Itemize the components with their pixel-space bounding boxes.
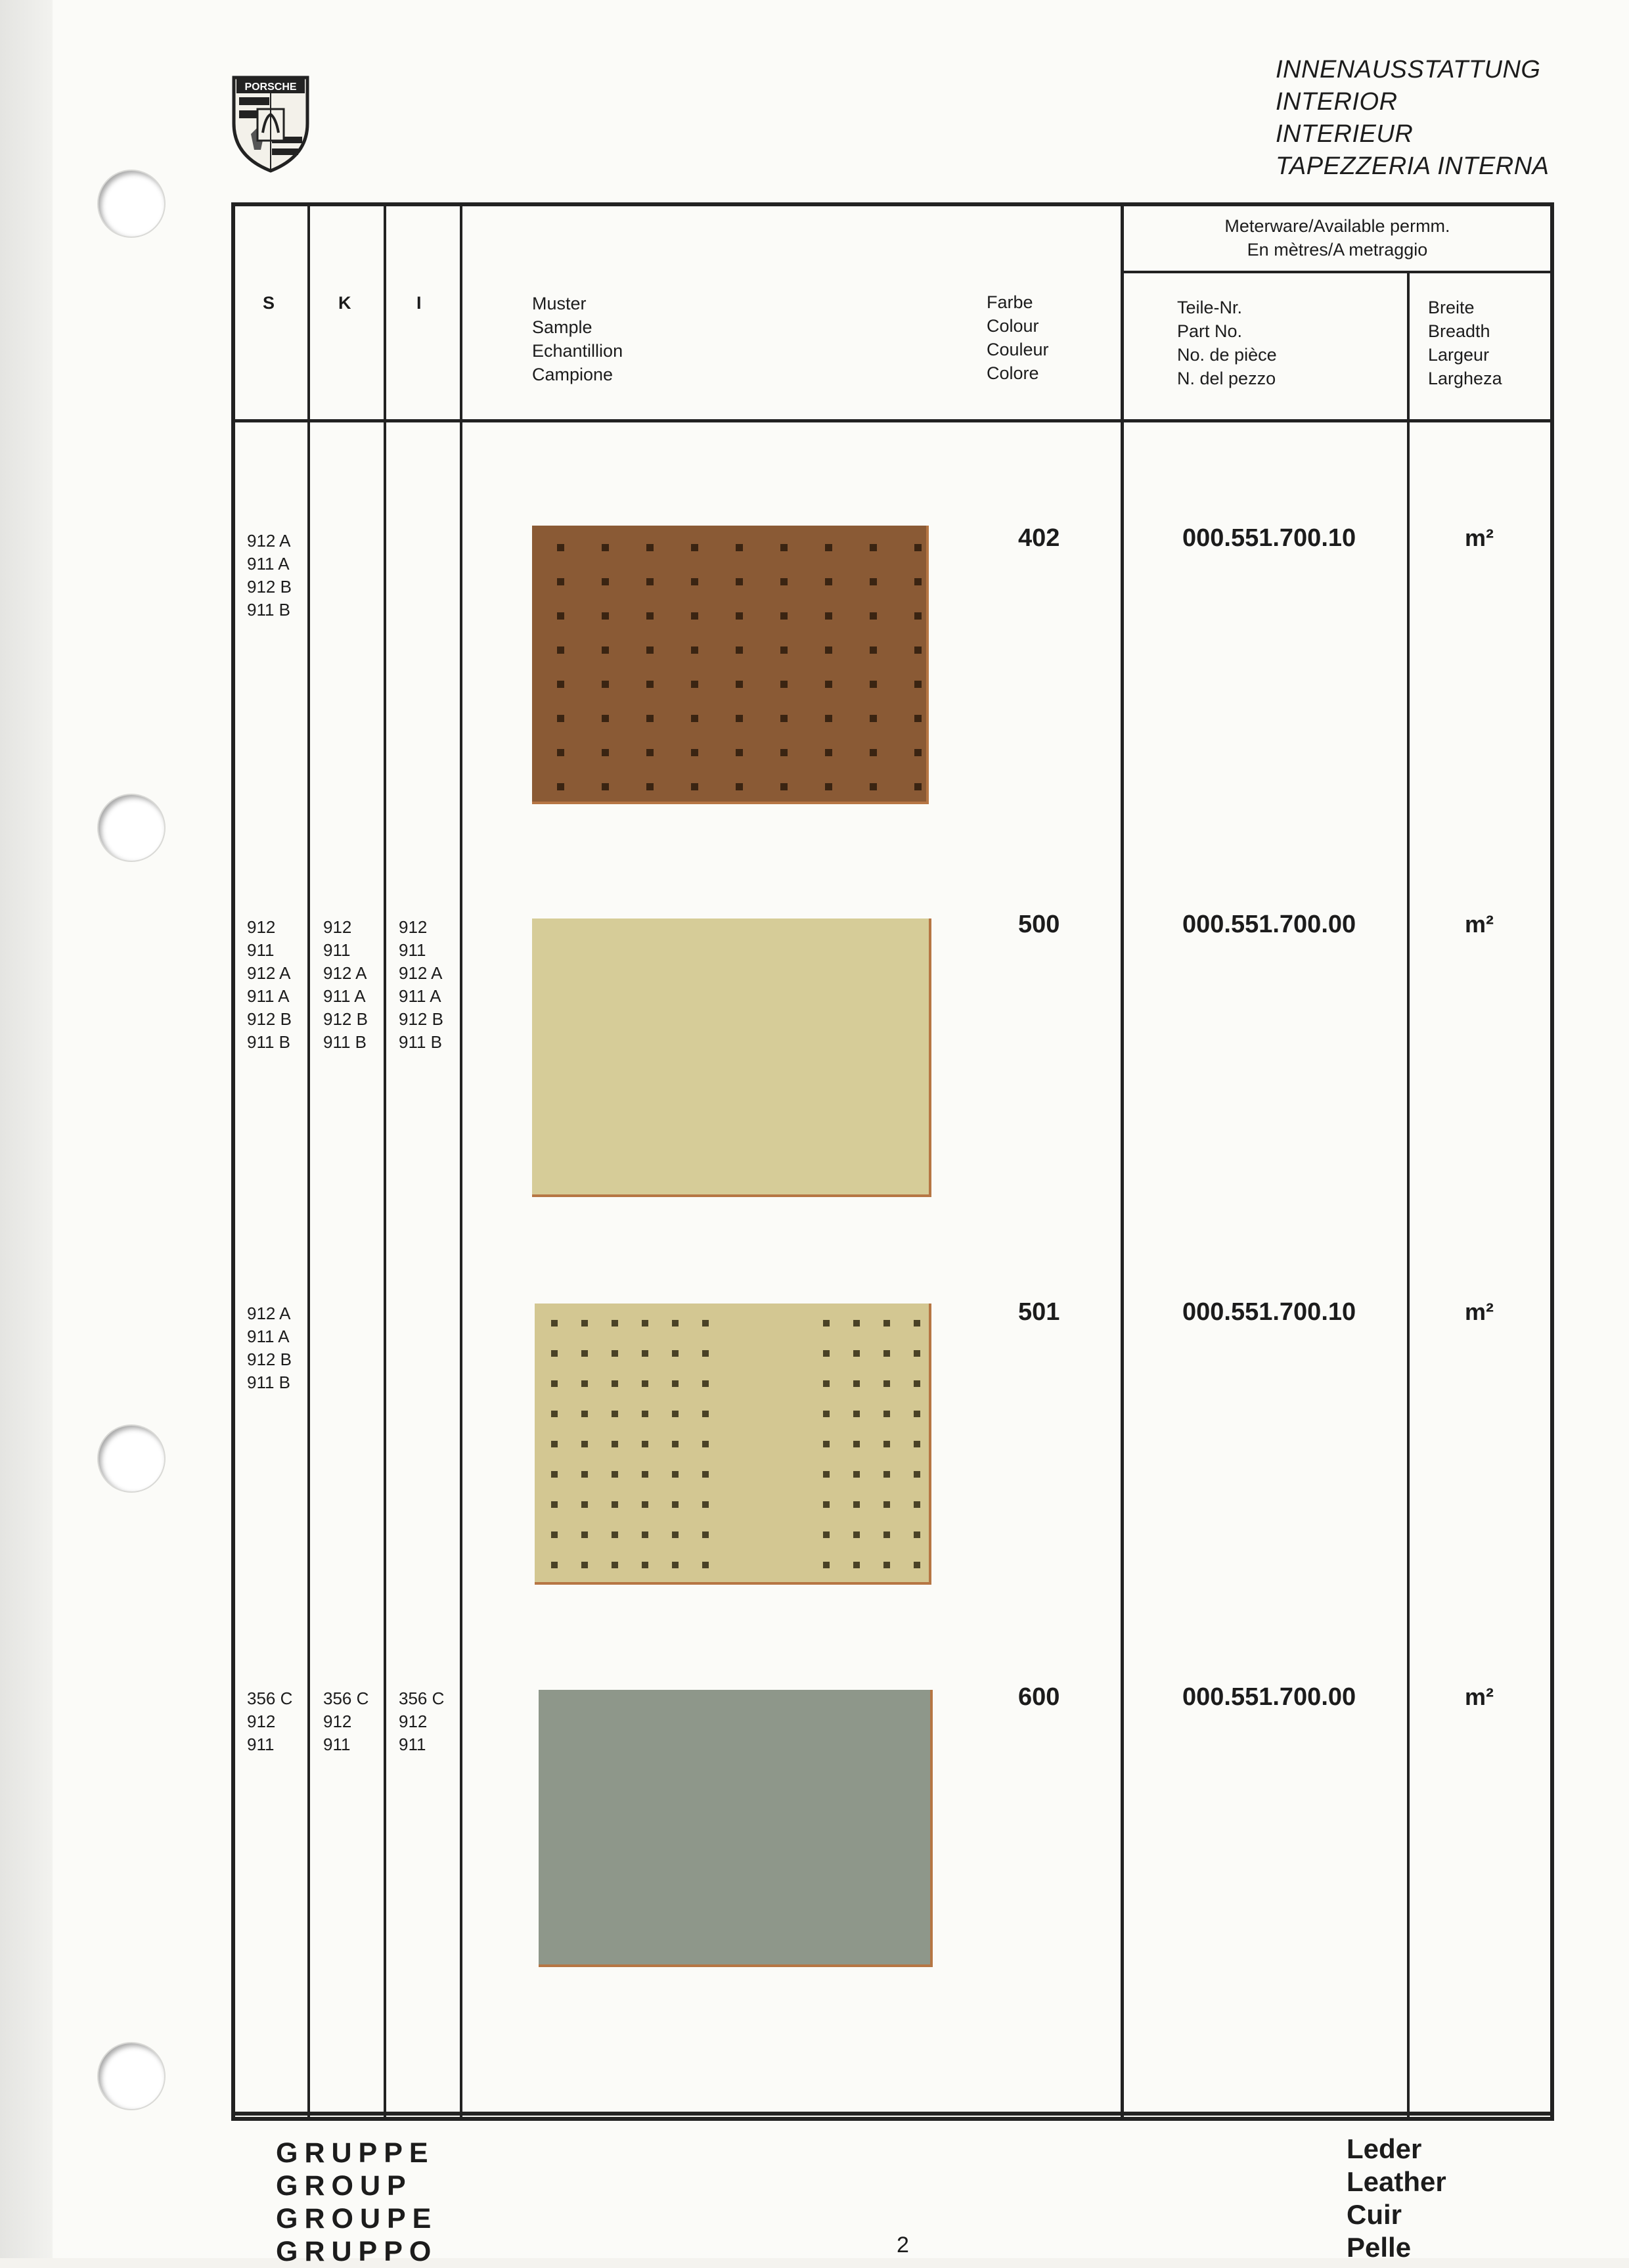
punch-hole — [99, 795, 164, 861]
row3-s-models — [247, 1302, 292, 1394]
model-code: 912 — [399, 917, 428, 937]
row4-colour-code: 600 — [1018, 1683, 1060, 1711]
model-code: 911 — [247, 940, 275, 960]
row2-unit: m² — [1465, 911, 1494, 938]
model-code: 912 B — [247, 1349, 292, 1369]
header-divider — [233, 419, 1553, 422]
model-code: 912 A — [247, 1304, 291, 1323]
header-subdivider — [1122, 271, 1553, 273]
column-divider — [460, 205, 462, 2118]
model-code: 911 B — [247, 1032, 291, 1052]
logo-text: PORSCHE — [244, 81, 297, 93]
model-code: 912 — [323, 917, 352, 937]
column-divider — [307, 205, 310, 2118]
model-code: 911 B — [247, 600, 291, 620]
row2-s-models — [247, 916, 292, 1054]
model-code: 912 — [247, 917, 276, 937]
model-code: 356 C — [323, 1689, 369, 1708]
part-no-header: Teile-Nr. Part No. No. de pièce N. del pezzo — [1177, 298, 1277, 388]
col-s-header: S — [263, 293, 275, 313]
model-code: 911 A — [323, 986, 366, 1006]
table-bottom-rule — [233, 2112, 1554, 2116]
model-code: 356 C — [399, 1689, 445, 1708]
model-code: 912 A — [247, 963, 291, 983]
model-code: 912 B — [323, 1009, 368, 1029]
row4-leather-swatch — [539, 1690, 933, 1967]
row3-leather-swatch — [535, 1304, 931, 1585]
row3-unit: m² — [1465, 1298, 1494, 1325]
row4-s-models — [247, 1687, 292, 1756]
meterware-header: Meterware/Available permm. En mètres/A metraggio — [1224, 216, 1450, 260]
model-code: 911 B — [323, 1032, 367, 1052]
model-code: 912 — [247, 1712, 276, 1731]
row2-i-models — [399, 916, 443, 1054]
section-titles — [1276, 54, 1549, 183]
group-labels: GRUPPE GROUP GROUPE GRUPPO — [276, 2137, 438, 2267]
binder-edge — [0, 0, 53, 2258]
col-i-header: I — [416, 293, 422, 313]
model-code: 912 — [323, 1712, 352, 1731]
row4-k-models — [323, 1687, 368, 1756]
column-divider — [1407, 272, 1410, 2118]
row1-part-number: 000.551.700.10 — [1182, 524, 1356, 552]
model-code: 911 — [323, 940, 351, 960]
model-code: 911 A — [247, 1327, 290, 1346]
punch-hole — [99, 1426, 164, 1491]
model-code: 912 A — [247, 531, 291, 551]
row3-colour-code: 501 — [1018, 1298, 1060, 1326]
title-fr: INTERIEUR — [1276, 120, 1414, 148]
model-code: 912 A — [323, 963, 367, 983]
row2-part-number: 000.551.700.00 — [1182, 911, 1356, 938]
model-code: 912 — [399, 1712, 428, 1731]
column-divider — [1121, 205, 1124, 2118]
model-code: 911 — [399, 940, 426, 960]
title-de: INNENAUSSTATTUNG — [1276, 56, 1541, 83]
model-code: 911 — [323, 1735, 351, 1754]
punch-hole — [99, 171, 164, 237]
breadth-header: Breite Breadth Largeur Largheza — [1428, 298, 1502, 388]
row3-part-number: 000.551.700.10 — [1182, 1298, 1356, 1326]
perforation-pattern — [532, 526, 926, 802]
model-code: 912 B — [399, 1009, 443, 1029]
perforation-pattern — [535, 1304, 929, 1582]
row2-leather-swatch — [532, 919, 931, 1197]
model-code: 911 B — [247, 1372, 291, 1392]
model-code: 912 B — [247, 1009, 292, 1029]
punch-hole — [99, 2043, 164, 2109]
model-code: 911 A — [399, 986, 441, 1006]
row1-leather-swatch — [532, 526, 929, 804]
model-code: 911 A — [247, 554, 290, 574]
model-code: 911 B — [399, 1032, 443, 1052]
model-code: 911 A — [247, 986, 290, 1006]
title-en: INTERIOR — [1276, 88, 1398, 116]
sample-header: Muster Sample Echantillion Campione — [532, 294, 623, 384]
model-code: 356 C — [247, 1689, 293, 1708]
row1-colour-code: 402 — [1018, 524, 1060, 552]
row1-unit: m² — [1465, 524, 1494, 551]
model-code: 912 A — [399, 963, 443, 983]
colour-header: Farbe Colour Couleur Colore — [987, 292, 1049, 383]
model-code: 911 — [399, 1735, 426, 1754]
col-k-header: K — [338, 293, 351, 313]
row2-colour-code: 500 — [1018, 911, 1060, 938]
model-code: 911 — [247, 1735, 275, 1754]
row4-part-number: 000.551.700.00 — [1182, 1683, 1356, 1711]
row1-s-models — [247, 530, 292, 622]
column-divider — [384, 205, 386, 2118]
title-it: TAPEZZERIA INTERNA — [1276, 152, 1550, 180]
row4-i-models — [399, 1687, 444, 1756]
row2-k-models — [323, 916, 368, 1054]
material-labels: Leder Leather Cuir Pelle — [1347, 2133, 1446, 2263]
row4-unit: m² — [1465, 1683, 1494, 1710]
porsche-crest-logo — [231, 71, 310, 173]
model-code: 912 B — [247, 577, 292, 597]
page-number: 2 — [897, 2233, 909, 2257]
